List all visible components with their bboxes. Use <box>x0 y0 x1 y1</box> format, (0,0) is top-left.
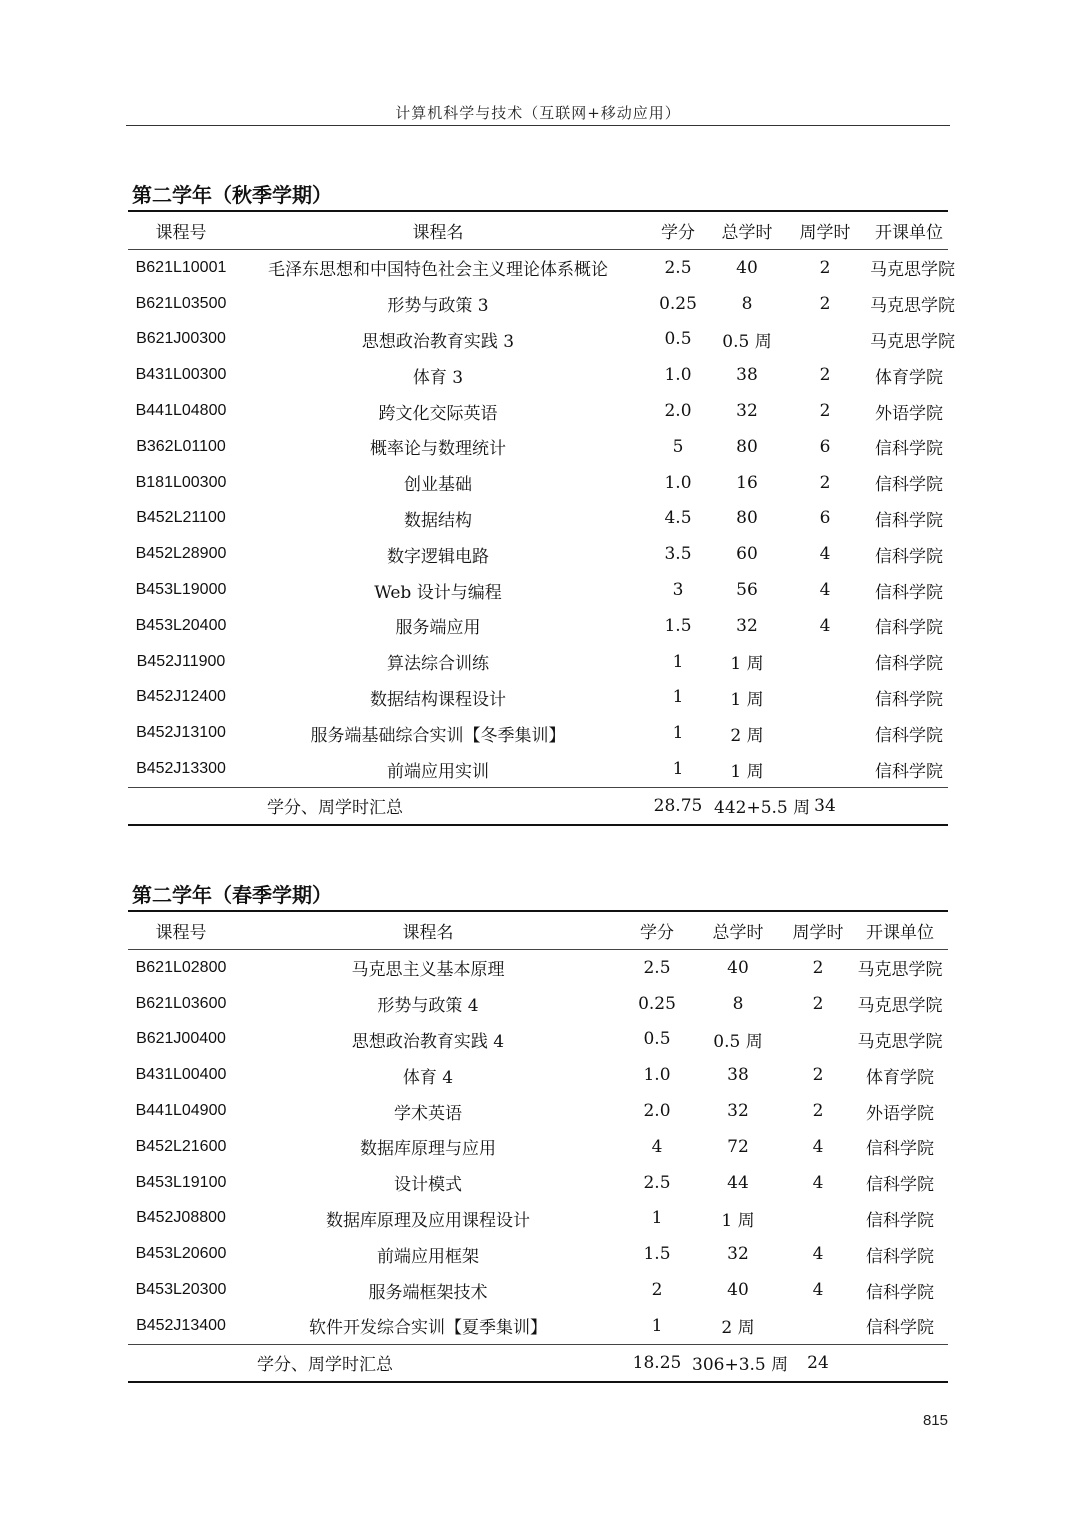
column-header-total-hours: 总学时 <box>712 923 764 943</box>
semester-title: 第二学年（秋季学期） <box>132 183 332 207</box>
course-rows <box>128 250 955 788</box>
course-name: 服务端应用 <box>395 618 481 639</box>
course-code: B431L00300 <box>135 366 227 384</box>
department: 信科学院 <box>875 510 943 531</box>
total-hours: 1 周 <box>730 761 764 782</box>
total-hours: 8 <box>741 293 753 314</box>
weekly-hours: 2 <box>819 401 831 422</box>
credits: 1 <box>672 759 684 780</box>
weekly-hours <box>784 1022 852 1058</box>
total-hours: 40 <box>727 957 749 978</box>
total-hours: 32 <box>736 401 758 422</box>
credits: 2.0 <box>664 401 692 422</box>
total-hours: 32 <box>736 615 758 636</box>
total-hours: 40 <box>727 1280 749 1301</box>
column-header-department: 开课单位 <box>875 223 943 243</box>
table-row <box>128 393 948 429</box>
weekly-hours <box>780 715 870 751</box>
course-name: 数据库原理与应用 <box>360 1139 496 1160</box>
summary-weekly: 34 <box>814 795 836 816</box>
credits: 0.25 <box>638 993 676 1014</box>
course-code: B431L00400 <box>135 1066 227 1084</box>
table-header-row <box>128 211 948 250</box>
total-hours: 40 <box>736 257 758 278</box>
table-row <box>128 501 948 537</box>
course-code: B621L02800 <box>135 958 227 976</box>
course-table-spring <box>128 910 948 1383</box>
department: 体育学院 <box>866 1067 934 1088</box>
table-row <box>128 751 948 787</box>
total-hours: 2 周 <box>730 725 764 746</box>
credits: 2.5 <box>643 957 671 978</box>
column-header-code: 课程号 <box>155 923 207 943</box>
course-name: 服务端基础综合实训【冬季集训】 <box>310 725 566 746</box>
course-name: 创业基础 <box>404 475 472 496</box>
weekly-hours: 4 <box>819 615 831 636</box>
credits: 1.5 <box>643 1244 671 1265</box>
course-code: B453L20600 <box>135 1245 227 1263</box>
column-header-total-hours: 总学时 <box>721 223 773 243</box>
credits: 4 <box>651 1136 663 1157</box>
department: 马克思学院 <box>857 960 943 981</box>
summary-credits: 28.75 <box>653 795 703 816</box>
department: 信科学院 <box>866 1246 934 1267</box>
weekly-hours <box>780 322 870 358</box>
weekly-hours: 2 <box>819 293 831 314</box>
credits: 1 <box>672 687 684 708</box>
weekly-hours: 4 <box>819 580 831 601</box>
course-code: B453L20300 <box>135 1281 227 1299</box>
header-rule <box>126 125 950 126</box>
department: 信科学院 <box>875 618 943 639</box>
credits: 2 <box>651 1280 663 1301</box>
department: 外语学院 <box>875 403 943 424</box>
weekly-hours: 2 <box>812 1065 824 1086</box>
total-hours: 1 周 <box>730 654 764 675</box>
course-name: 服务端框架技术 <box>368 1282 488 1303</box>
table-row <box>128 1165 948 1201</box>
table-row <box>128 986 948 1022</box>
department: 马克思学院 <box>870 260 955 281</box>
total-hours: 80 <box>736 436 758 457</box>
credits: 3 <box>672 580 684 601</box>
weekly-hours <box>784 1308 852 1344</box>
weekly-hours: 2 <box>812 993 824 1014</box>
credits: 2.5 <box>664 257 692 278</box>
department: 信科学院 <box>875 654 943 675</box>
course-code: B621J00300 <box>136 330 226 348</box>
course-name: 跨文化交际英语 <box>378 403 498 424</box>
course-code: B453L20400 <box>135 616 227 634</box>
column-header-department: 开课单位 <box>866 923 934 943</box>
course-code: B621J00400 <box>136 1030 226 1048</box>
course-name: 数据库原理及应用课程设计 <box>326 1210 530 1231</box>
course-code: B441L04800 <box>135 402 227 420</box>
summary-row <box>128 787 948 825</box>
weekly-hours: 2 <box>819 365 831 386</box>
summary-empty <box>870 787 948 825</box>
course-name: 算法综合训练 <box>387 654 489 675</box>
credits: 1 <box>651 1208 663 1229</box>
credits: 1.0 <box>664 472 692 493</box>
department: 信科学院 <box>866 1282 934 1303</box>
semester-autumn <box>126 180 955 826</box>
course-code: B452J13400 <box>136 1316 226 1334</box>
weekly-hours: 4 <box>812 1244 824 1265</box>
column-header-code: 课程号 <box>155 223 207 243</box>
column-header-name: 课程名 <box>412 223 464 243</box>
department: 信科学院 <box>866 1175 934 1196</box>
department: 马克思学院 <box>857 996 943 1017</box>
course-table-autumn <box>128 210 955 826</box>
course-code: B621L03600 <box>135 994 227 1012</box>
course-name: 体育 3 <box>412 367 464 388</box>
credits: 1.5 <box>664 615 692 636</box>
course-code: B453L19000 <box>135 581 227 599</box>
total-hours: 60 <box>736 544 758 565</box>
summary-row <box>128 1344 948 1382</box>
column-header-credits: 学分 <box>640 923 674 943</box>
weekly-hours: 6 <box>819 436 831 457</box>
credits: 2.5 <box>643 1172 671 1193</box>
course-name: 前端应用框架 <box>377 1246 479 1267</box>
table-row <box>128 1022 948 1058</box>
department: 信科学院 <box>875 582 943 603</box>
total-hours: 1 周 <box>730 689 764 710</box>
course-name: 设计模式 <box>394 1175 462 1196</box>
weekly-hours: 4 <box>819 544 831 565</box>
table-row <box>128 322 948 358</box>
total-hours: 2 周 <box>721 1318 755 1339</box>
total-hours: 32 <box>727 1244 749 1265</box>
table-row <box>128 680 948 716</box>
weekly-hours <box>780 751 870 787</box>
summary-empty <box>852 1344 948 1382</box>
course-name: 数字逻辑电路 <box>387 546 489 567</box>
department: 体育学院 <box>875 367 943 388</box>
course-name: 前端应用实训 <box>387 761 489 782</box>
department: 马克思学院 <box>857 1031 943 1052</box>
department: 信科学院 <box>866 1139 934 1160</box>
weekly-hours: 2 <box>819 257 831 278</box>
total-hours: 38 <box>727 1065 749 1086</box>
course-name: 马克思主义基本原理 <box>351 960 505 981</box>
total-hours: 1 周 <box>721 1210 755 1231</box>
weekly-hours: 2 <box>812 957 824 978</box>
department: 信科学院 <box>875 475 943 496</box>
table-row <box>128 1236 948 1272</box>
department: 信科学院 <box>875 439 943 460</box>
credits: 1 <box>651 1315 663 1336</box>
course-name: 形势与政策 4 <box>377 996 479 1017</box>
total-hours: 38 <box>736 365 758 386</box>
summary-hours: 306+3.5 周 <box>692 1355 789 1376</box>
semester-spring <box>126 880 950 1383</box>
column-header-credits: 学分 <box>661 223 695 243</box>
total-hours: 0.5 周 <box>722 331 772 352</box>
department: 信科学院 <box>875 546 943 567</box>
credits: 5 <box>672 436 684 457</box>
total-hours: 0.5 周 <box>713 1031 763 1052</box>
table-row <box>128 950 948 986</box>
department: 信科学院 <box>866 1210 934 1231</box>
credits: 2.0 <box>643 1101 671 1122</box>
course-name: 思想政治教育实践 3 <box>361 331 515 352</box>
weekly-hours: 2 <box>812 1101 824 1122</box>
course-code: B452J13300 <box>136 760 226 778</box>
total-hours: 44 <box>727 1172 749 1193</box>
course-name: 数据结构课程设计 <box>370 689 506 710</box>
summary-credits: 18.25 <box>632 1352 682 1373</box>
table-row <box>128 536 948 572</box>
course-code: B453L19100 <box>135 1173 227 1191</box>
course-name: 概率论与数理统计 <box>370 439 506 460</box>
credits: 0.5 <box>664 329 692 350</box>
running-head: 计算机科学与技术（互联网+移动应用） <box>395 104 681 122</box>
weekly-hours: 6 <box>819 508 831 529</box>
credits: 0.5 <box>643 1029 671 1050</box>
column-header-weekly-hours: 周学时 <box>792 923 844 943</box>
course-code: B452L21600 <box>135 1137 227 1155</box>
weekly-hours: 2 <box>819 472 831 493</box>
course-code: B452J08800 <box>136 1209 226 1227</box>
course-code: B621L10001 <box>135 258 227 276</box>
course-name: 数据结构 <box>404 510 472 531</box>
credits: 1 <box>672 651 684 672</box>
semester-title: 第二学年（春季学期） <box>132 883 332 907</box>
course-name: 思想政治教育实践 4 <box>351 1031 505 1052</box>
summary-hours: 442+5.5 周 <box>714 798 811 819</box>
course-code: B452J13100 <box>136 724 226 742</box>
department: 信科学院 <box>875 725 943 746</box>
table-row <box>128 429 948 465</box>
course-name: Web 设计与编程 <box>374 582 502 603</box>
total-hours: 8 <box>732 993 744 1014</box>
total-hours: 32 <box>727 1101 749 1122</box>
course-code: B362L01100 <box>136 437 226 455</box>
department: 外语学院 <box>866 1103 934 1124</box>
credits: 1 <box>672 723 684 744</box>
column-header-weekly-hours: 周学时 <box>799 223 851 243</box>
course-code: B441L04900 <box>135 1102 227 1120</box>
total-hours: 72 <box>727 1136 749 1157</box>
table-row <box>128 357 948 393</box>
table-row <box>128 1272 948 1308</box>
table-row <box>128 715 948 751</box>
credits: 3.5 <box>664 544 692 565</box>
weekly-hours <box>780 680 870 716</box>
course-name: 软件开发综合实训【夏季集训】 <box>309 1318 547 1339</box>
table-row <box>128 250 948 286</box>
course-rows <box>128 950 948 1345</box>
total-hours: 16 <box>736 472 758 493</box>
total-hours: 56 <box>736 580 758 601</box>
table-row <box>128 572 948 608</box>
credits: 0.25 <box>659 293 697 314</box>
course-code: B181L00300 <box>135 473 227 491</box>
department: 信科学院 <box>875 689 943 710</box>
summary-label: 学分、周学时汇总 <box>257 1355 393 1376</box>
table-row <box>128 465 948 501</box>
page-number: 815 <box>922 1412 948 1429</box>
credits: 1.0 <box>664 365 692 386</box>
table-header-row <box>128 911 948 950</box>
credits: 1.0 <box>643 1065 671 1086</box>
department: 马克思学院 <box>870 331 955 352</box>
department: 马克思学院 <box>870 296 955 317</box>
department: 信科学院 <box>875 761 943 782</box>
credits: 4.5 <box>664 508 692 529</box>
weekly-hours <box>784 1201 852 1237</box>
table-row <box>128 608 948 644</box>
course-code: B452L21100 <box>136 509 226 527</box>
weekly-hours: 4 <box>812 1280 824 1301</box>
total-hours: 80 <box>736 508 758 529</box>
course-code: B452J12400 <box>136 688 226 706</box>
course-code: B452J11900 <box>136 652 226 670</box>
course-name: 形势与政策 3 <box>387 296 489 317</box>
table-row <box>128 1093 948 1129</box>
course-code: B621L03500 <box>135 294 227 312</box>
table-row <box>128 1308 948 1344</box>
table-row <box>128 644 948 680</box>
weekly-hours: 4 <box>812 1172 824 1193</box>
weekly-hours: 4 <box>812 1136 824 1157</box>
department: 信科学院 <box>866 1318 934 1339</box>
table-row <box>128 1129 948 1165</box>
course-name: 学术英语 <box>394 1103 462 1124</box>
course-name: 毛泽东思想和中国特色社会主义理论体系概论 <box>268 260 608 281</box>
summary-label: 学分、周学时汇总 <box>267 798 403 819</box>
table-row <box>128 1201 948 1237</box>
column-header-name: 课程名 <box>402 923 454 943</box>
course-name: 体育 4 <box>402 1067 454 1088</box>
summary-weekly: 24 <box>807 1352 829 1373</box>
course-code: B452L28900 <box>135 545 227 563</box>
table-row <box>128 1057 948 1093</box>
table-row <box>128 286 948 322</box>
weekly-hours <box>780 644 870 680</box>
